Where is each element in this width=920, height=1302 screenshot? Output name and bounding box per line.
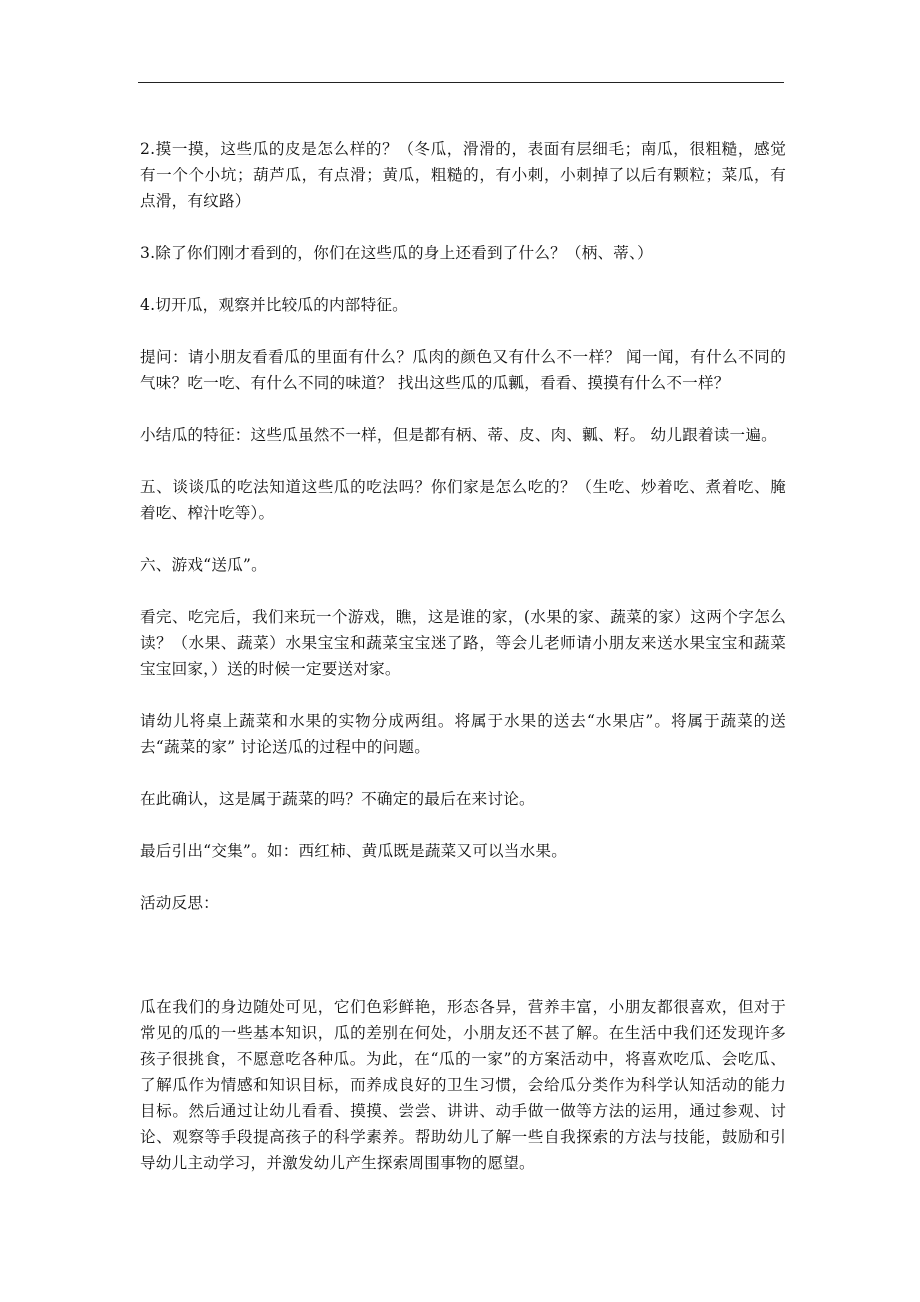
paragraph-intersection: 最后引出“交集”。如：西红柿、黄瓜既是蔬菜又可以当水果。 bbox=[140, 842, 567, 860]
paragraph-confirm: 在此确认，这是属于蔬菜的吗？不确定的最后在来讨论。 bbox=[140, 790, 535, 808]
document-body bbox=[140, 136, 786, 1202]
blank-gap bbox=[140, 942, 786, 994]
header-divider bbox=[138, 82, 784, 83]
paragraph-touch-melons: 2.摸一摸，这些瓜的皮是怎么样的？（冬瓜，滑滑的，表面有层细毛；南瓜，很粗糙，感觉有一个个小坑；葫芦瓜，有点滑；黄瓜，粗糙的，有小刺，小刺掉了以后有颗粒；菜瓜，有点滑，有纹路） bbox=[140, 140, 786, 210]
paragraph-other-parts: 3.除了你们刚才看到的，你们在这些瓜的身上还看到了什么？（柄、蒂、） bbox=[140, 244, 653, 262]
paragraph-game-intro: 看完、吃完后，我们来玩一个游戏，瞧，这是谁的家，(水果的家、蔬菜的家）这两个字怎么读？（水果、蔬菜）水果宝宝和蔬菜宝宝迷了路，等会儿老师请小朋友来送水果宝宝和蔬菜宝宝回家，）送的时候一定要送对家。 bbox=[140, 608, 786, 678]
paragraph-summary: 小结瓜的特征：这些瓜虽然不一样，但是都有柄、蒂、皮、肉、瓤、籽。 幼儿跟着读一遍。 bbox=[140, 426, 777, 444]
paragraph-section-six-heading: 六、游戏“送瓜”。 bbox=[140, 556, 267, 574]
paragraph-reflection-body: 瓜在我们的身边随处可见，它们色彩鲜艳，形态各异，营养丰富，小朋友都很喜欢，但对于常见的瓜的一些基本知识，瓜的差别在何处，小朋友还不甚了解。在生活中我们还发现许多孩子很挑食，不愿意吃各种瓜。为此，在“瓜的一家”的方案活动中，将喜欢吃瓜、会吃瓜、了解瓜作为情感和知识目标，而养成良好的卫生习惯，会给瓜分类作为科学认知活动的能力目标。然后通过让幼儿看看、摸摸、尝尝、讲讲、动手做一做等方法的运用，通过参观、讨论、观察等手段提高孩子的科学素养。帮助幼儿了解一些自我探索的方法与技能，鼓励和引导幼儿主动学习，并激发幼儿产生探索周围事物的愿望。 bbox=[140, 998, 786, 1172]
paragraph-reflection-heading: 活动反思： bbox=[140, 894, 219, 912]
paragraph-sorting: 请幼儿将桌上蔬菜和水果的实物分成两组。将属于水果的送去“水果店”。将属于蔬菜的送去“蔬菜的家” 讨论送瓜的过程中的问题。 bbox=[140, 712, 786, 756]
paragraph-section-five: 五、谈谈瓜的吃法知道这些瓜的吃法吗？你们家是怎么吃的？（生吃、炒着吃、煮着吃、腌着吃、榨汁吃等）。 bbox=[140, 478, 786, 522]
paragraph-questions: 提问：请小朋友看看瓜的里面有什么？瓜肉的颜色又有什么不一样？ 闻一闻，有什么不同的气味？吃一吃、有什么不同的味道？ 找出这些瓜的瓜瓤，看看、摸摸有什么不一样？ bbox=[140, 348, 786, 392]
paragraph-cut-melon: 4.切开瓜，观察并比较瓜的内部特征。 bbox=[140, 296, 408, 314]
